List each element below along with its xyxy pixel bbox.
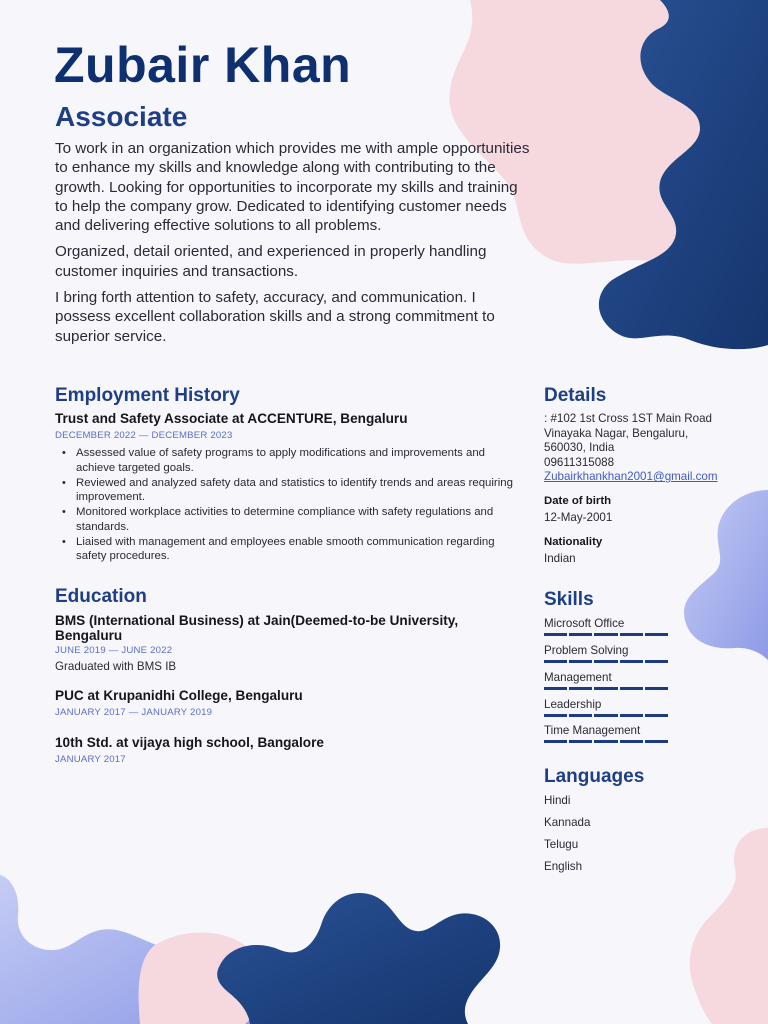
phone-number: 09611315088: [544, 455, 615, 469]
language-item: Hindi: [544, 794, 571, 807]
skill-item: [544, 724, 668, 743]
skill-level-bar: [544, 633, 668, 636]
skill-name: Management: [544, 671, 612, 684]
candidate-role: Associate: [55, 101, 188, 132]
summary-section: [55, 139, 530, 353]
dob-label: Date of birth: [544, 494, 612, 507]
skill-name: Time Management: [544, 724, 641, 737]
job-bullet: • Assessed value of safety programs to apply modifications and improvements and achieve targeted goals.: [60, 446, 515, 475]
summary-paragraph: Organized, detail oriented, and experienced in properly handling customer inquiries and transactions.: [55, 243, 487, 280]
skill-name: Microsoft Office: [544, 617, 625, 630]
skill-name: Leadership: [544, 698, 602, 711]
job-bullet: • Liaised with management and employees enable smooth communication regarding safety procedures.: [60, 535, 515, 564]
skill-level-bar: [544, 660, 668, 663]
address-line: : #102 1st Cross 1ST Main Road: [544, 412, 712, 425]
language-item: English: [544, 860, 583, 873]
job-bullet-list: [60, 446, 515, 564]
summary-paragraph: I bring forth attention to safety, accuracy, and communication. I possess excellent collaboration skills and a strong commitment to superior service.: [55, 289, 495, 345]
details-heading: Details: [544, 385, 607, 406]
job-bullet: • Reviewed and analyzed safety data and statistics to identify trends and areas requiring improvement.: [60, 476, 515, 505]
education-title: BMS (International Business) at Jain(Deemed-to-be University, Bengaluru: [55, 613, 459, 643]
education-heading: Education: [55, 586, 147, 607]
job-title: Trust and Safety Associate at ACCENTURE, Bengaluru: [55, 411, 408, 426]
skill-item: [544, 671, 668, 690]
job-bullet: • Monitored workplace activities to determine compliance with safety regulations and standards.: [60, 505, 515, 534]
skills-heading: Skills: [544, 589, 594, 610]
nationality-value: Indian: [544, 551, 576, 565]
education-description: Graduated with BMS IB: [55, 660, 177, 673]
education-title: PUC at Krupanidhi College, Bengaluru: [55, 688, 303, 703]
skill-item: [544, 644, 668, 663]
nationality-label: Nationality: [544, 535, 603, 548]
dob-value: 12-May-2001: [544, 510, 613, 524]
education-dates: JANUARY 2017: [55, 754, 126, 765]
skill-level-bar: [544, 687, 668, 690]
language-item: Telugu: [544, 838, 579, 851]
education-title: 10th Std. at vijaya high school, Bangalore: [55, 735, 324, 750]
skill-name: Problem Solving: [544, 644, 629, 657]
language-item: Kannada: [544, 816, 591, 829]
address-line: 560030, India: [544, 441, 615, 455]
skill-item: [544, 617, 668, 636]
address-line: Vinayaka Nagar, Bengaluru,: [544, 426, 689, 440]
skill-level-bar: [544, 740, 668, 743]
email-link[interactable]: Zubairkhankhan2001@gmail.com: [544, 470, 718, 484]
candidate-name: Zubair Khan: [54, 37, 352, 93]
skill-level-bar: [544, 714, 668, 717]
employment-heading: Employment History: [55, 385, 240, 406]
languages-heading: Languages: [544, 766, 645, 787]
summary-paragraph: To work in an organization which provides me with ample opportunities to enhance my skills and knowledge along with contributing to the growth. Looking for opportunities to incorporate my skills and training to help the company grow. Dedicated to identifying customer needs and delivering effective solutions to all problems.: [55, 140, 530, 235]
education-dates: JANUARY 2017 — JANUARY 2019: [55, 707, 213, 718]
details-block: [544, 412, 718, 566]
education-dates: JUNE 2019 — JUNE 2022: [55, 645, 173, 656]
job-dates: DECEMBER 2022 — DECEMBER 2023: [55, 430, 233, 441]
skill-item: [544, 698, 668, 717]
